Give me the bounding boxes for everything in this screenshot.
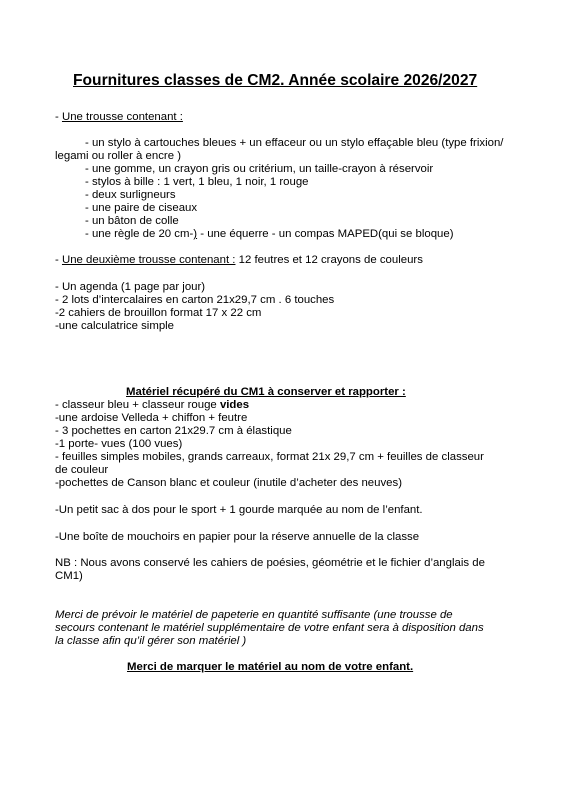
list-item: - stylos à bille : 1 vert, 1 bleu, 1 noir, 1 rouge xyxy=(85,176,309,188)
list-item: - un stylo à cartouches bleues + un effaceur ou un stylo effaçable bleu (type frixion/ xyxy=(85,137,504,149)
list-item: -1 porte- vues (100 vues) xyxy=(55,438,183,450)
regle-text-a: - une règle de 20 cm- xyxy=(85,228,194,240)
trousse2-dash: - xyxy=(55,254,62,266)
merci-line: la classe afin qu’il gérer son matériel ) xyxy=(55,635,247,647)
trousse1-dash: - xyxy=(55,111,62,123)
cm1-classeur-bold: vides xyxy=(219,399,250,411)
list-item: -une calculatrice simple xyxy=(55,320,175,332)
list-item: de couleur xyxy=(55,464,109,476)
nb-line: NB : Nous avons conservé les cahiers de poésies, géométrie et le fichier d’anglais de xyxy=(55,557,485,569)
list-item-regle xyxy=(85,228,454,241)
trousse1-heading xyxy=(55,111,183,124)
list-item: - un bâton de colle xyxy=(85,215,179,227)
list-item: - une paire de ciseaux xyxy=(85,202,198,214)
list-item: -2 cahiers de brouillon format 17 x 22 cm xyxy=(55,307,262,319)
list-item: -une ardoise Velleda + chiffon + feutre xyxy=(55,412,248,424)
mouchoirs-line: -Une boîte de mouchoirs en papier pour la réserve annuelle de la classe xyxy=(55,531,420,543)
list-item: legami ou roller à encre ) xyxy=(55,150,181,162)
trousse1-heading-text: Une trousse contenant : xyxy=(61,111,183,123)
trousse2-heading-text: Une deuxième trousse contenant : xyxy=(61,254,236,266)
cm1-classeur-text: - classeur bleu + classeur rouge xyxy=(55,399,220,411)
list-item: - une gomme, un crayon gris ou critérium, un taille-crayon à réservoir xyxy=(85,163,434,175)
final-note: Merci de marquer le matériel au nom de votre enfant. xyxy=(127,661,414,673)
page-title: Fournitures classes de CM2. Année scolaire 2026/2027 xyxy=(73,72,478,89)
cm1-classeur-line xyxy=(55,399,249,412)
list-item: - 2 lots d’intercalaires en carton 21x29,7 cm . 6 touches xyxy=(55,294,335,306)
trousse2-line xyxy=(55,254,423,267)
nb-line: CM1) xyxy=(55,570,83,582)
list-item: - Un agenda (1 page par jour) xyxy=(55,281,206,293)
merci-line: Merci de prévoir le matériel de papeterie en quantité suffisante (une trousse de xyxy=(55,609,453,621)
sac-line: -Un petit sac à dos pour le sport + 1 gourde marquée au nom de l’enfant. xyxy=(55,504,423,516)
list-item: - 3 pochettes en carton 21x29.7 cm à élastique xyxy=(55,425,292,437)
list-item: -pochettes de Canson blanc et couleur (inutile d’acheter des neuves) xyxy=(55,477,402,489)
regle-text-underlined: ) xyxy=(193,228,198,240)
list-item: - deux surligneurs xyxy=(85,189,176,201)
trousse2-rest: 12 feutres et 12 crayons de couleurs xyxy=(235,254,423,266)
list-item: - feuilles simples mobiles, grands carreaux, format 21x 29,7 cm + feuilles de classeur xyxy=(55,451,484,463)
regle-text-b: - une équerre - un compas MAPED(qui se bloque) xyxy=(197,228,454,240)
merci-line: secours contenant le matériel supplémentaire de votre enfant sera à disposition dans xyxy=(55,622,484,634)
cm1-heading: Matériel récupéré du CM1 à conserver et rapporter : xyxy=(126,386,406,398)
